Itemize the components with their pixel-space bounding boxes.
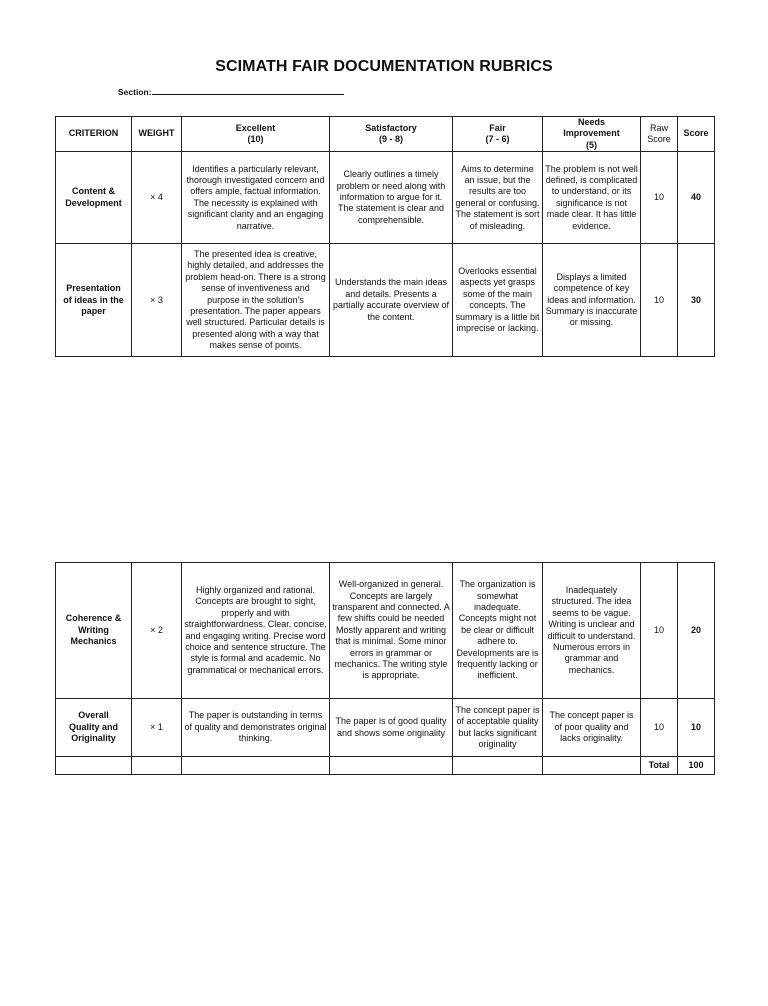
fair-cell: Overlooks essential aspects yet grasps some of the main concepts. The summary is a little bit imprecise or lacking.: [453, 244, 543, 357]
header-fair: Fair (7 - 6): [453, 117, 543, 152]
empty-cell: [543, 757, 641, 775]
criterion-cell: Content & Development: [56, 152, 132, 244]
header-row: [56, 117, 715, 152]
score-cell: 30: [678, 244, 715, 357]
criterion-cell: Overall Quality and Originality: [56, 699, 132, 757]
rubric-table-page-1: [55, 116, 715, 357]
excellent-cell: The presented idea is creative, highly detailed, and addresses the problem head-on. There is a strong sense of inventiveness and purpose in the solution's presentation. The paper appears well structured. Particular details is presented along with a way that makes sense of points.: [182, 244, 330, 357]
raw-score-cell: 10: [641, 152, 678, 244]
needs-improvement-cell: Displays a limited competence of key ideas and information. Summary is inaccurate or missing.: [543, 244, 641, 357]
header-criterion: CRITERION: [56, 117, 132, 152]
total-label: Total: [641, 757, 678, 775]
weight-cell: × 3: [132, 244, 182, 357]
excellent-cell: Highly organized and rational. Concepts are brought to sight, properly and with straightforwardness. Clear, concise, and engaging writing. Precise word choice and sentence structure. The style is formal and academic. No grammatical or mechanical errors.: [182, 563, 330, 699]
section-blank-line: [152, 86, 344, 95]
satisfactory-cell: The paper is of good quality and shows some originality: [330, 699, 453, 757]
total-value: 100: [678, 757, 715, 775]
score-cell: 20: [678, 563, 715, 699]
weight-cell: × 2: [132, 563, 182, 699]
raw-score-cell: 10: [641, 244, 678, 357]
criterion-cell: Coherence & Writing Mechanics: [56, 563, 132, 699]
weight-cell: × 1: [132, 699, 182, 757]
score-cell: 10: [678, 699, 715, 757]
document-title: SCIMATH FAIR DOCUMENTATION RUBRICS: [215, 58, 553, 75]
table-row: [56, 152, 715, 244]
header-satisfactory: Satisfactory (9 - 8): [330, 117, 453, 152]
satisfactory-cell: Well-organized in general. Concepts are largely transparent and connected. A few shifts could be needed Mostly apparent and writing that is minimal. Some minor errors in grammar or mechanics. The writing style is appropriate.: [330, 563, 453, 699]
section-label: Section:: [118, 87, 152, 97]
header-score: Score: [678, 117, 715, 152]
needs-improvement-cell: The concept paper is of poor quality and lacks originality.: [543, 699, 641, 757]
header-weight: WEIGHT: [132, 117, 182, 152]
empty-cell: [56, 757, 132, 775]
score-cell: 40: [678, 152, 715, 244]
section-field: [118, 86, 344, 97]
header-raw-score: Raw Score: [641, 117, 678, 152]
header-excellent: Excellent (10): [182, 117, 330, 152]
criterion-cell: Presentation of ideas in the paper: [56, 244, 132, 357]
empty-cell: [453, 757, 543, 775]
empty-cell: [132, 757, 182, 775]
weight-cell: × 4: [132, 152, 182, 244]
fair-cell: The concept paper is of acceptable quality but lacks significant originality: [453, 699, 543, 757]
empty-cell: [330, 757, 453, 775]
satisfactory-cell: Clearly outlines a timely problem or need along with information to argue for it. The statement is clear and comprehensible.: [330, 152, 453, 244]
satisfactory-cell: Understands the main ideas and details. Presents a partially accurate overview of the content.: [330, 244, 453, 357]
needs-improvement-cell: The problem is not well defined, is complicated to understand, or its significance is not made clear. It has little evidence.: [543, 152, 641, 244]
needs-improvement-cell: Inadequately structured. The idea seems to be vague. Writing is unclear and difficult to understand. Numerous errors in grammar and mechanics.: [543, 563, 641, 699]
fair-cell: Aims to determine an issue, but the results are too general or confusing. The statement is sort of misleading.: [453, 152, 543, 244]
header-needs-improvement: Needs Improvement (5): [543, 117, 641, 152]
raw-score-cell: 10: [641, 699, 678, 757]
rubric-table-page-2: [55, 562, 715, 775]
table-row: [56, 563, 715, 699]
raw-score-cell: 10: [641, 563, 678, 699]
total-row: [56, 757, 715, 775]
excellent-cell: Identifies a particularly relevant, thorough investigated concern and offers ample, factual information. The necessity is explained with significant clarity and an engaging narrative.: [182, 152, 330, 244]
table-row: [56, 244, 715, 357]
excellent-cell: The paper is outstanding in terms of quality and demonstrates original thinking.: [182, 699, 330, 757]
fair-cell: The organization is somewhat inadequate. Concepts might not be clear or difficult adhere to. Developments are is frequently lacking or inefficient.: [453, 563, 543, 699]
table-row: [56, 699, 715, 757]
empty-cell: [182, 757, 330, 775]
